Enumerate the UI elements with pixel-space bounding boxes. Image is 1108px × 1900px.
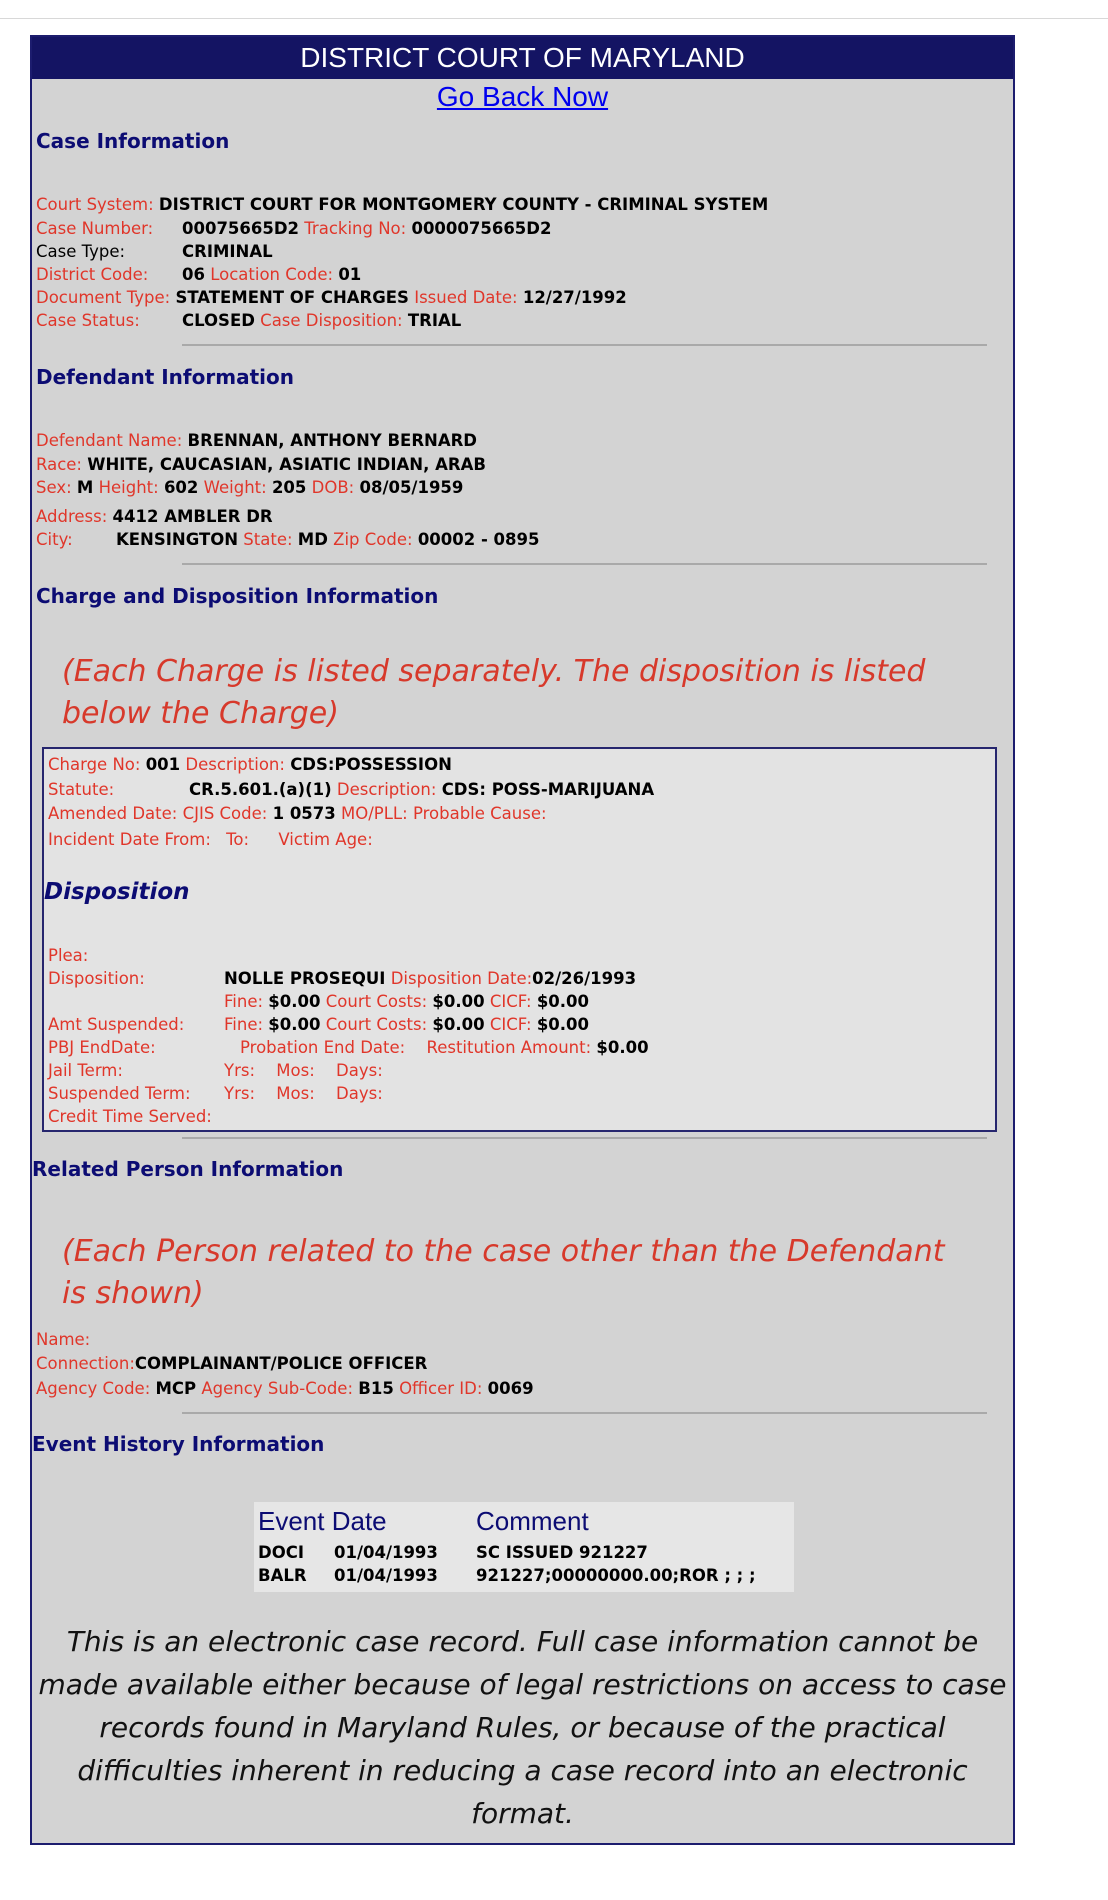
case-info-heading: Case Information <box>36 129 230 153</box>
amt-suspended-label: Amt Suspended: <box>48 1015 185 1034</box>
related-name-label: Name: <box>36 1330 91 1349</box>
case-status-label: Case Status: <box>36 311 140 330</box>
race-line: Race: WHITE, CAUCASIAN, ASIATIC INDIAN, ARAB <box>36 455 486 474</box>
top-divider <box>0 18 1108 19</box>
amended-line: Amended Date: CJIS Code: 1 0573 MO/PLL: Probable Cause: <box>48 804 547 823</box>
event-date: 01/04/1993 <box>334 1566 438 1585</box>
connection-line: Connection:COMPLAINANT/POLICE OFFICER <box>36 1354 428 1373</box>
col-event-date: Event Date <box>258 1506 387 1536</box>
disposition-values: NOLLE PROSEQUI Disposition Date:02/26/1993 <box>224 969 637 988</box>
event-history-table <box>254 1502 794 1592</box>
agency-line: Agency Code: MCP Agency Sub-Code: B15 Officer ID: 0069 <box>36 1379 534 1398</box>
address-line: Address: 4412 AMBLER DR <box>36 507 273 526</box>
city-label: City: <box>36 530 73 549</box>
charge-heading: Charge and Disposition Information <box>36 584 439 608</box>
charge-box <box>42 747 997 1132</box>
court-system-line: Court System: DISTRICT COURT FOR MONTGOMERY COUNTY - CRIMINAL SYSTEM <box>36 195 769 214</box>
disposition-label: Disposition: <box>48 969 145 988</box>
charge-notice: (Each Charge is listed separately. The disposition is listed below the Charge) <box>62 654 926 731</box>
jail-term-label: Jail Term: <box>48 1061 123 1080</box>
pbj-label: PBJ EndDate: <box>48 1038 156 1057</box>
case-status-values: CLOSED Case Disposition: TRIAL <box>182 311 462 330</box>
event-date: 01/04/1993 <box>334 1543 438 1562</box>
statute-values: CR.5.601.(a)(1) Description: CDS: POSS-MARIJUANA <box>189 780 655 799</box>
divider <box>182 1137 987 1139</box>
footer-disclaimer: This is an electronic case record. Full case information cannot be made available either because of legal restrictions on access to case records found in Maryland Rules, or because of the practical difficulties inherent in reducing a case record into an electronic format. <box>38 1625 1007 1830</box>
related-heading: Related Person Information <box>32 1157 344 1181</box>
go-back-link[interactable]: Go Back Now <box>436 81 609 112</box>
disposition-heading: Disposition <box>44 879 190 905</box>
sex-line: Sex: M Height: 602 Weight: 205 DOB: 08/05/1959 <box>36 478 464 497</box>
case-number-values: 00075665D2 Tracking No: 0000075665D2 <box>182 219 552 238</box>
page-title: DISTRICT COURT OF MARYLAND <box>32 37 1013 79</box>
event-code: DOCI <box>258 1543 304 1562</box>
suspended-fine-line: Fine: $0.00 Court Costs: $0.00 CICF: $0.00 <box>224 1015 590 1034</box>
document-type-line: Document Type: STATEMENT OF CHARGES Issued Date: 12/27/1992 <box>36 288 627 307</box>
event-comment: 921227;00000000.00;ROR ; ; ; <box>476 1566 756 1585</box>
col-comment: Comment <box>476 1506 589 1536</box>
credit-time-label: Credit Time Served: <box>48 1107 212 1126</box>
divider <box>182 344 987 346</box>
probation-line: Probation End Date: Restitution Amount: $0.00 <box>240 1038 649 1057</box>
district-code-values: 06 Location Code: 01 <box>182 265 362 284</box>
jail-term-values: Yrs: Mos: Days: <box>224 1061 383 1080</box>
suspended-term-values: Yrs: Mos: Days: <box>224 1084 383 1103</box>
district-code-label: District Code: <box>36 265 149 284</box>
statute-label: Statute: <box>48 780 115 799</box>
case-type-label: Case Type: <box>36 242 126 261</box>
case-type-value: CRIMINAL <box>182 242 273 261</box>
event-comment: SC ISSUED 921227 <box>476 1543 648 1562</box>
case-record-panel <box>30 35 1015 1845</box>
events-heading: Event History Information <box>32 1432 325 1456</box>
city-values: KENSINGTON State: MD Zip Code: 00002 - 0895 <box>116 530 540 549</box>
divider <box>182 563 987 565</box>
divider <box>182 1412 987 1414</box>
plea-label: Plea: <box>48 946 89 965</box>
defendant-name-line: Defendant Name: BRENNAN, ANTHONY BERNARD <box>36 431 477 450</box>
event-code: BALR <box>258 1566 307 1585</box>
fine-line: Fine: $0.00 Court Costs: $0.00 CICF: $0.00 <box>224 992 590 1011</box>
charge-no-line: Charge No: 001 Description: CDS:POSSESSION <box>48 755 452 774</box>
incident-line: Incident Date From: To: Victim Age: <box>48 830 373 849</box>
related-notice: (Each Person related to the case other than the Defendant is shown) <box>62 1234 945 1311</box>
defendant-heading: Defendant Information <box>36 365 294 389</box>
case-number-line: Case Number: <box>36 219 154 238</box>
suspended-term-label: Suspended Term: <box>48 1084 191 1103</box>
